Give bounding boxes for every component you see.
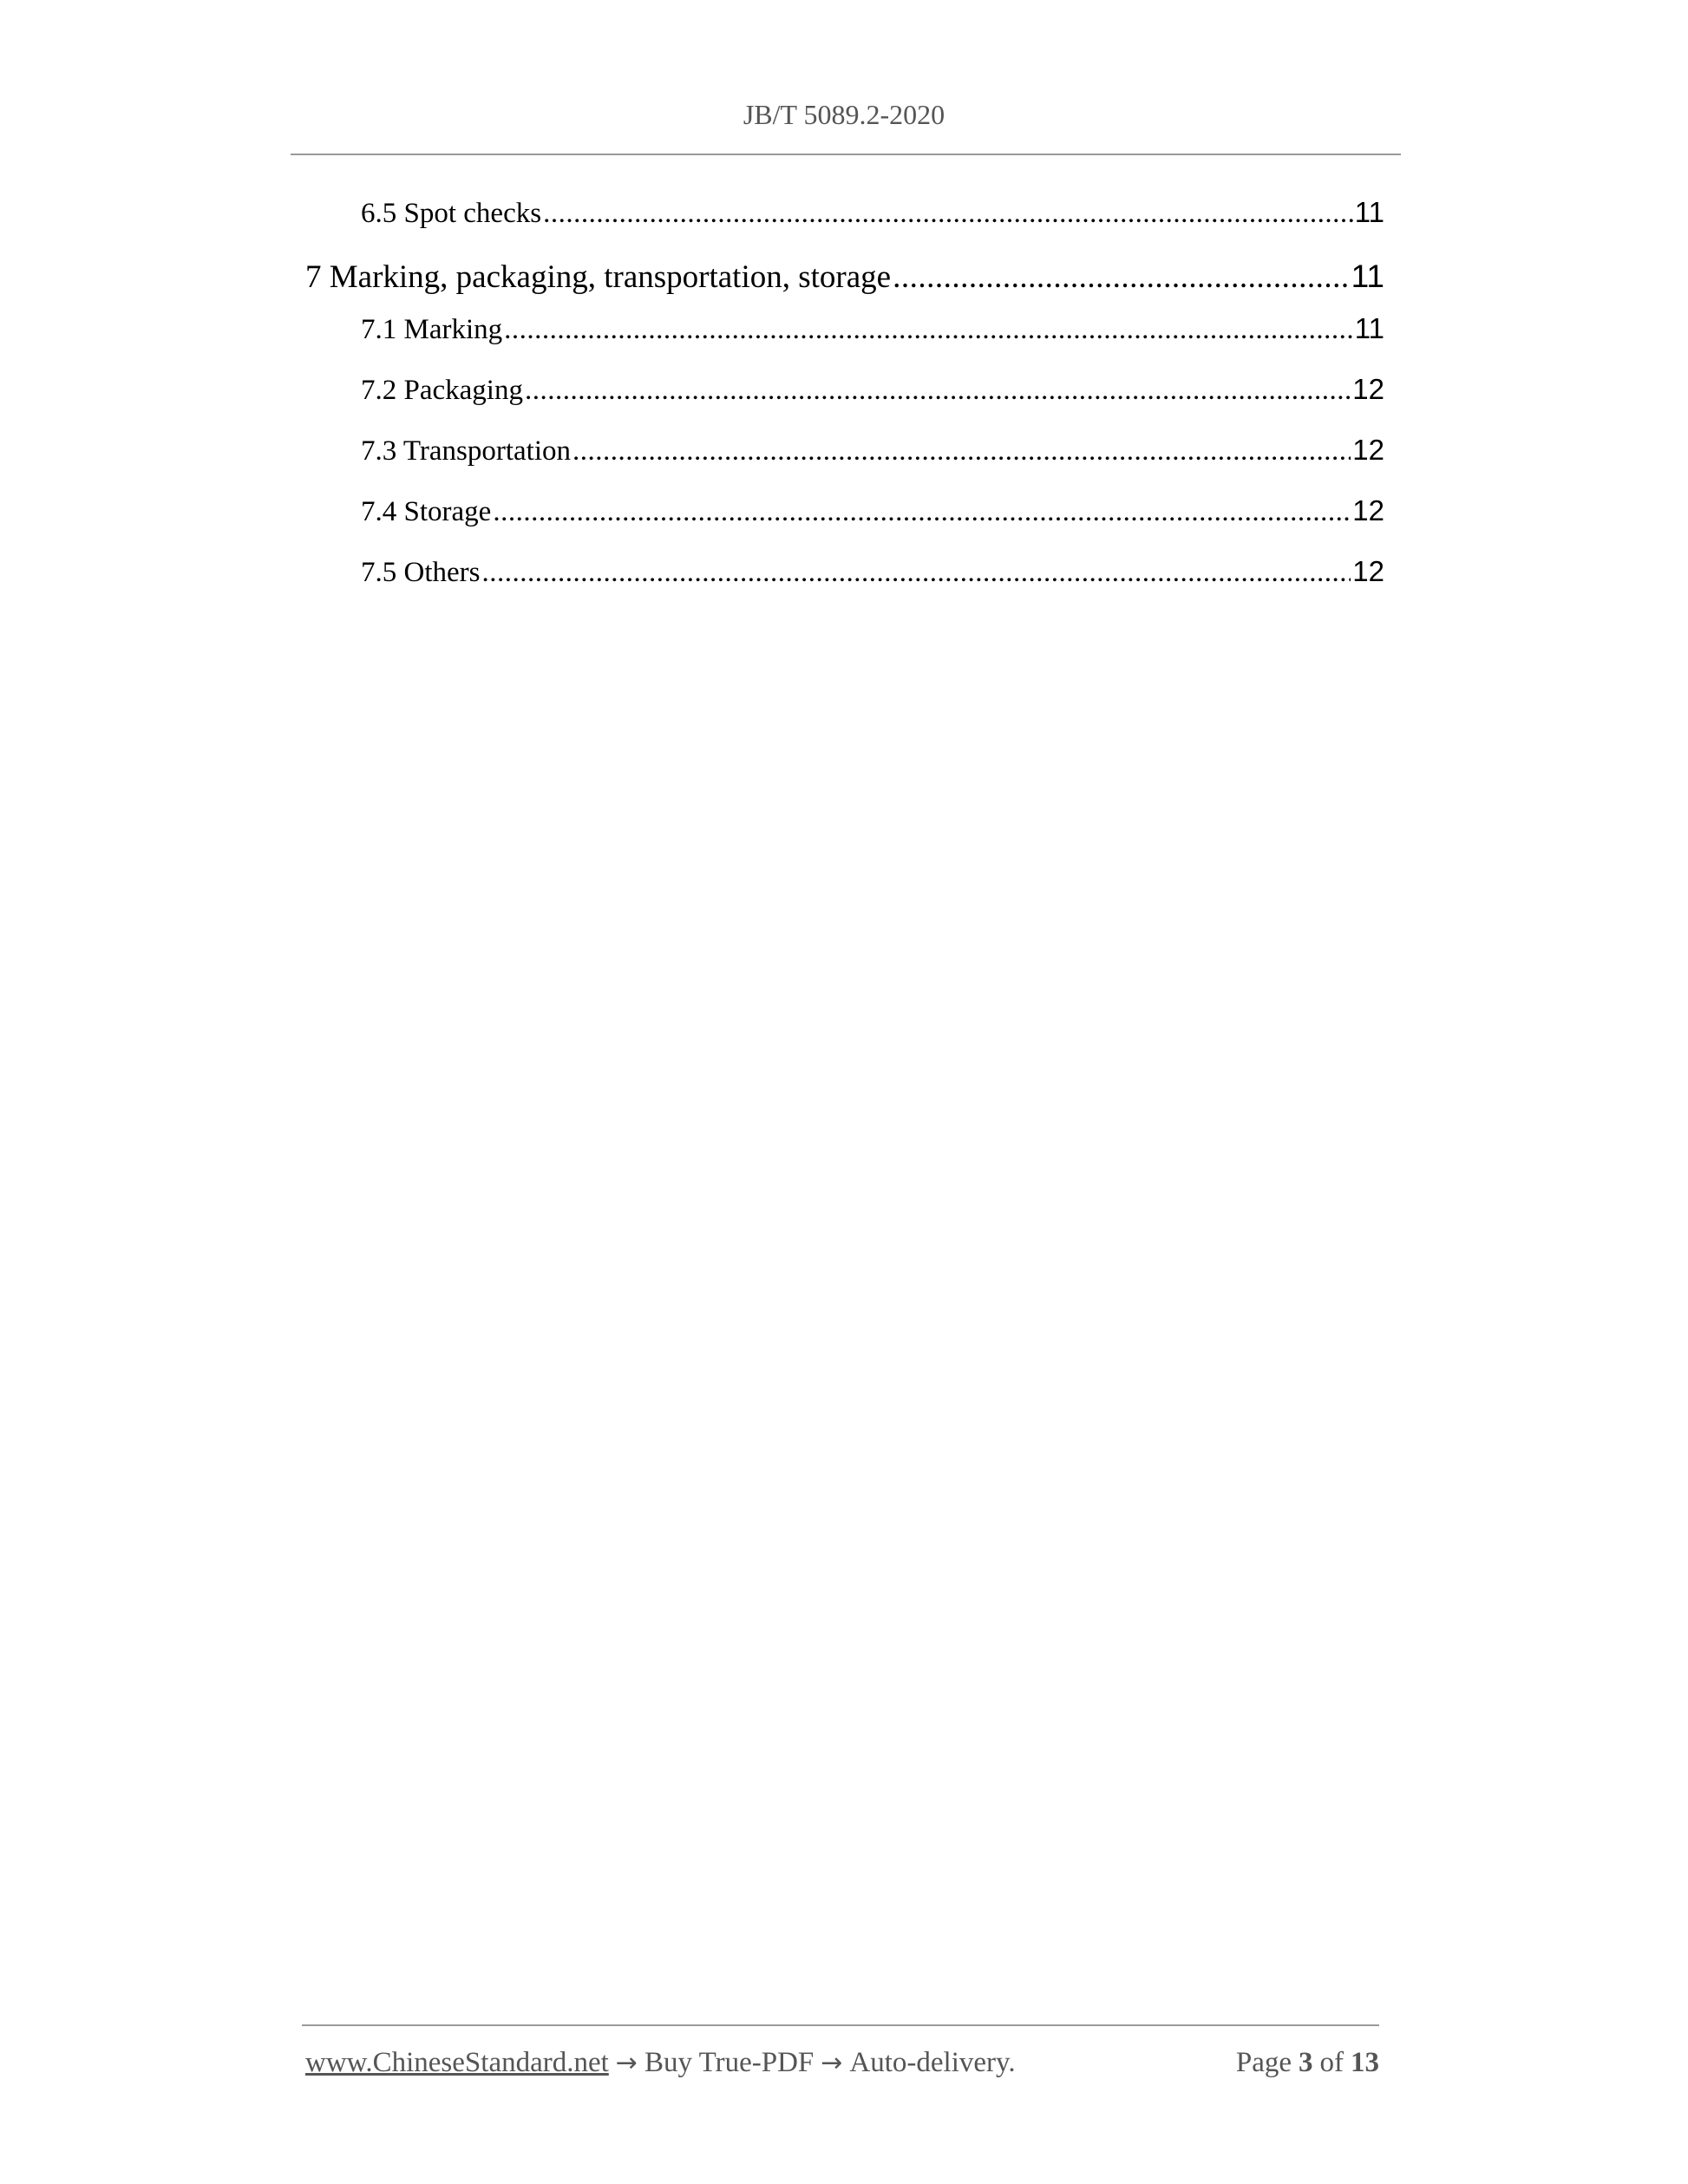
toc-entry-label: 7.5 Others — [361, 557, 481, 588]
toc-entry-label: 6.5 Spot checks — [361, 198, 542, 229]
footer-divider — [302, 2024, 1379, 2026]
toc-entry-page: 11 — [1354, 196, 1384, 228]
toc-entry-7-4[interactable] — [361, 494, 1384, 533]
arrow-right-icon: → — [821, 2048, 843, 2078]
toc-leader-dots — [493, 496, 1351, 528]
toc-entry-page: 12 — [1352, 373, 1384, 405]
current-page-number: 3 — [1299, 2047, 1313, 2078]
toc-leader-dots — [525, 375, 1351, 407]
toc-entry-page: 12 — [1352, 555, 1384, 587]
toc-leader-dots — [893, 258, 1350, 296]
toc-entry-6-5[interactable] — [361, 196, 1384, 234]
of-label: of — [1319, 2047, 1344, 2078]
toc-entry-page: 11 — [1354, 312, 1384, 344]
toc-entry-7-5[interactable] — [361, 555, 1384, 593]
toc-entry-7[interactable] — [305, 258, 1384, 302]
toc-entry-7-1[interactable] — [361, 312, 1384, 350]
page-footer — [305, 2047, 1379, 2085]
toc-entry-7-3[interactable] — [361, 434, 1384, 472]
toc-entry-7-2[interactable] — [361, 373, 1384, 411]
toc-leader-dots — [504, 314, 1353, 346]
page-label: Page — [1235, 2047, 1292, 2078]
footer-step-delivery: Auto-delivery. — [849, 2047, 1016, 2078]
toc-entry-label: 7.3 Transportation — [361, 435, 572, 467]
toc-leader-dots — [572, 435, 1351, 468]
toc-leader-dots — [543, 198, 1353, 230]
document-code-header: JB/T 5089.2-2020 — [743, 99, 945, 130]
toc-leader-dots — [481, 557, 1351, 589]
toc-entry-page: 12 — [1352, 494, 1384, 526]
footer-step-buy: Buy True-PDF — [644, 2047, 815, 2078]
toc-entry-label: 7 Marking, packaging, transportation, storage — [305, 259, 892, 295]
toc-entry-label: 7.4 Storage — [361, 496, 492, 527]
total-pages-number: 13 — [1351, 2047, 1379, 2078]
toc-entry-label: 7.2 Packaging — [361, 375, 523, 406]
toc-entry-page: 11 — [1351, 258, 1384, 294]
arrow-right-icon: → — [615, 2048, 638, 2078]
toc-entry-label: 7.1 Marking — [361, 314, 503, 345]
website-link[interactable]: www.ChineseStandard.net — [305, 2047, 609, 2078]
toc-entry-page: 12 — [1352, 434, 1384, 466]
